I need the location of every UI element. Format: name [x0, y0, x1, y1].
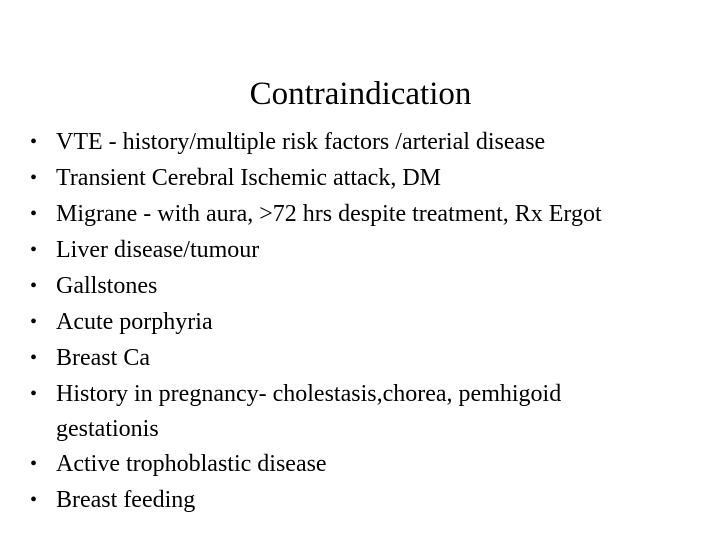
- bullet-dot-icon: •: [30, 383, 38, 405]
- bullet-dot-icon: •: [30, 239, 38, 261]
- bullet-item: [30, 340, 705, 376]
- bullet-item: [30, 446, 705, 482]
- bullet-item: [30, 232, 705, 268]
- bullet-item: [30, 268, 705, 304]
- bullet-dot-icon: •: [30, 203, 38, 225]
- bullet-text: Acute porphyria: [56, 309, 213, 335]
- bullet-dot-icon: •: [30, 131, 38, 153]
- bullet-dot-icon: •: [30, 275, 38, 297]
- bullet-text: Migrane - with aura, >72 hrs despite treatment, Rx Ergot: [56, 201, 602, 227]
- bullet-dot-icon: •: [30, 489, 38, 511]
- bullet-text: Transient Cerebral Ischemic attack, DM: [56, 165, 441, 191]
- bullet-item: [30, 160, 705, 196]
- bullet-item: [30, 304, 705, 340]
- bullet-text: Gallstones: [56, 273, 158, 299]
- bullet-dot-icon: •: [30, 347, 38, 369]
- bullet-list: [30, 124, 705, 518]
- bullet-text: Active trophoblastic disease: [56, 451, 327, 477]
- bullet-text: Breast feeding: [56, 487, 196, 513]
- bullet-text: History in pregnancy- cholestasis,chorea, pemhigoid: [56, 381, 562, 407]
- bullet-item: [30, 124, 705, 160]
- bullet-text: VTE - history/multiple risk factors /arterial disease: [56, 129, 546, 155]
- bullet-dot-icon: •: [30, 167, 38, 189]
- bullet-item: [30, 376, 705, 446]
- bullet-text: Liver disease/tumour: [56, 237, 260, 263]
- bullet-text: Breast Ca: [56, 345, 150, 371]
- bullet-item: [30, 482, 705, 518]
- bullet-dot-icon: •: [30, 311, 38, 333]
- bullet-dot-icon: •: [30, 453, 38, 475]
- slide-title: Contraindication: [249, 76, 472, 112]
- bullet-item: [30, 196, 705, 232]
- bullet-text-continuation: gestationis: [56, 416, 159, 442]
